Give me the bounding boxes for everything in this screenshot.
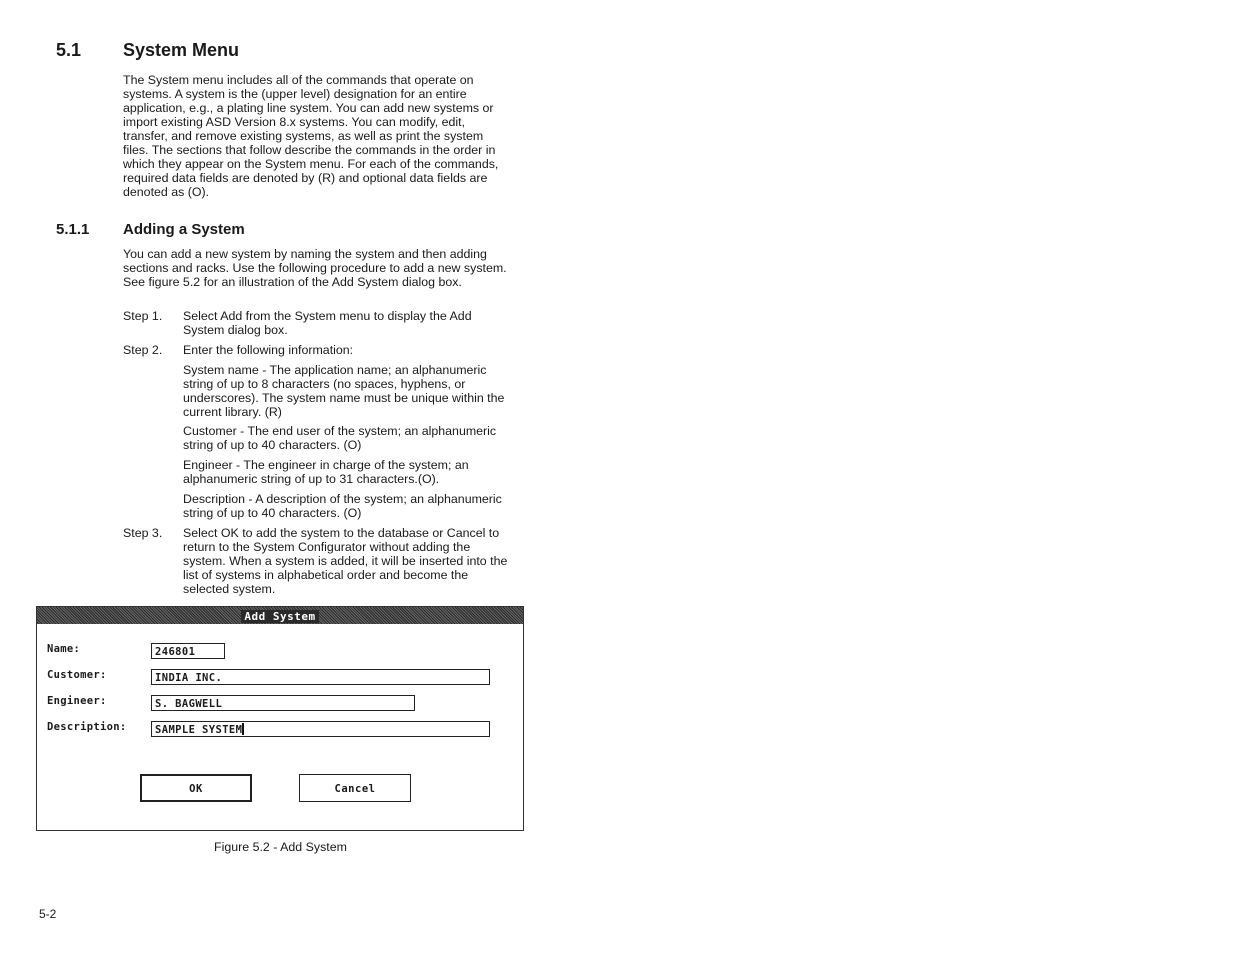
subsection-title: Adding a System — [123, 221, 245, 238]
step-1-label: Step 1. — [123, 309, 163, 323]
ok-button[interactable]: OK — [140, 774, 252, 802]
add-system-dialog — [36, 606, 524, 831]
figure-caption: Figure 5.2 - Add System — [214, 840, 347, 854]
step-1-text: Select Add from the System menu to display the Add System dialog box. — [183, 309, 472, 337]
description-field[interactable] — [151, 721, 490, 737]
field-info-description: Description - A description of the system; an alphanumeric string of up to 40 characters. (O) — [183, 492, 502, 520]
cancel-button[interactable]: Cancel — [299, 774, 411, 802]
field-info-engineer: Engineer - The engineer in charge of the system; an alphanumeric string of up to 31 characters.(O). — [183, 458, 469, 486]
name-label: Name: — [47, 643, 81, 655]
customer-label: Customer: — [47, 669, 107, 681]
page-number: 5-2 — [39, 907, 57, 921]
dialog-titlebar[interactable] — [37, 607, 523, 624]
section-intro: The System menu includes all of the commands that operate on systems. A system is the (upper level) designation for an entire application, e.g., a plating line system. You can add new systems or import existing ASD Version 8.x systems. You can modify, edit, transfer, and remove existing systems, as well as print the system files. The sections that follow describe the commands in the order in which they appear on the System menu. For each of the commands, required data fields are denoted by (R) and optional data fields are denoted as (O). — [123, 73, 499, 199]
dialog-title: Add System — [241, 610, 318, 623]
step-3-label: Step 3. — [123, 526, 163, 540]
subsection-intro: You can add a new system by naming the system and then adding sections and racks. Use the following procedure to add a new system. See figure 5.2 for an illustration of the Add System dialog box. — [123, 247, 507, 289]
name-field[interactable]: 246801 — [151, 643, 225, 659]
step-3-text: Select OK to add the system to the database or Cancel to return to the System Configurator without adding the system. When a system is added, it will be inserted into the list of systems in alphabetical order and become the selected system. — [183, 526, 508, 596]
field-info-customer: Customer - The end user of the system; an alphanumeric string of up to 40 characters. (O) — [183, 424, 497, 452]
step-2-text: Enter the following information: — [183, 343, 354, 357]
subsection-number: 5.1.1 — [56, 221, 90, 238]
customer-field[interactable]: INDIA INC. — [151, 669, 490, 685]
step-2-label: Step 2. — [123, 343, 163, 357]
section-title: System Menu — [123, 40, 240, 60]
section-number: 5.1 — [56, 40, 82, 60]
engineer-label: Engineer: — [47, 695, 107, 707]
description-value: SAMPLE SYSTEM — [155, 724, 243, 736]
engineer-field[interactable]: S. BAGWELL — [151, 695, 415, 711]
description-label: Description: — [47, 721, 127, 733]
field-info-system-name: System name - The application name; an alphanumeric string of up to 8 characters (no spaces, hyphens, or underscores). The system name must be unique within the current library. (R) — [183, 363, 505, 419]
text-cursor — [242, 723, 244, 735]
